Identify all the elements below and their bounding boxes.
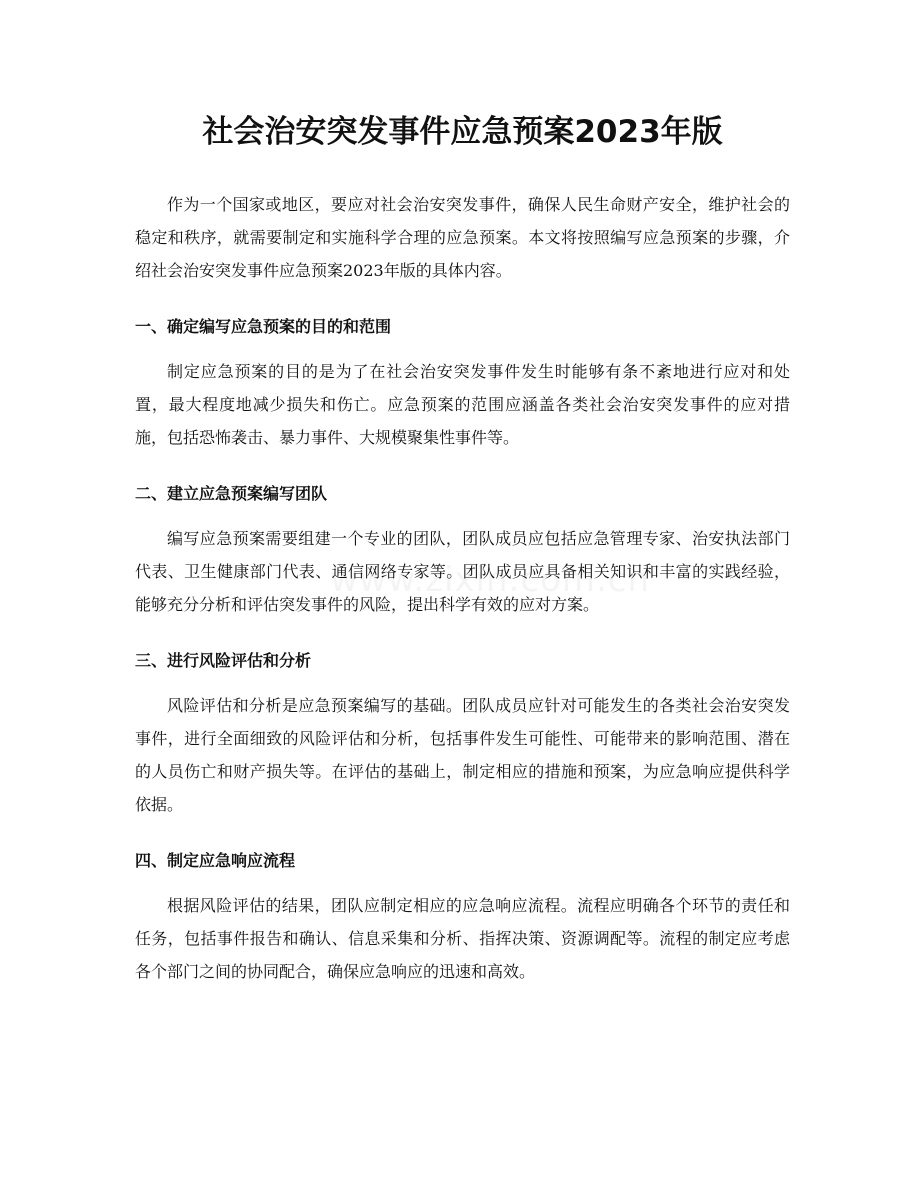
section-heading: 三、进行风险评估和分析 bbox=[135, 651, 312, 670]
section-body: 编写应急预案需要组建一个专业的团队，团队成员应包括应急管理专家、治安执法部门代表、卫生健康部门代表、通信网络专家等。团队成员应具备相关知识和丰富的实践经验，能够充分分析和评估突发事件的风险，提出科学有效的应对方案。 bbox=[135, 529, 790, 614]
section-body: 根据风险评估的结果，团队应制定相应的应急响应流程。流程应明确各个环节的责任和任务，包括事件报告和确认、信息采集和分析、指挥决策、资源调配等。流程的制定应考虑各个部门之间的协同配合，确保应急响应的迅速和高效。 bbox=[135, 896, 790, 981]
section-body: 风险评估和分析是应急预案编写的基础。团队成员应针对可能发生的各类社会治安突发事件，进行全面细致的风险评估和分析，包括事件发生可能性、可能带来的影响范围、潜在的人员伤亡和财产损失等。在评估的基础上，制定相应的措施和预案，为应急响应提供科学依据。 bbox=[135, 696, 790, 814]
section-heading: 一、确定编写应急预案的目的和范围 bbox=[135, 317, 392, 336]
document-title: 社会治安突发事件应急预案2023年版 bbox=[202, 114, 723, 150]
section-1 bbox=[135, 315, 790, 454]
section-4 bbox=[135, 849, 790, 988]
section-heading: 四、制定应急响应流程 bbox=[135, 851, 296, 870]
section-2 bbox=[135, 482, 790, 621]
section-body: 制定应急预案的目的是为了在社会治安突发事件发生时能够有条不紊地进行应对和处置，最大程度地减少损失和伤亡。应急预案的范围应涵盖各类社会治安突发事件的应对措施，包括恐怖袭击、暴力事件、大规模聚集性事件等。 bbox=[135, 362, 790, 447]
intro-paragraph: 作为一个国家或地区，要应对社会治安突发事件，确保人民生命财产安全，维护社会的稳定和秩序，就需要制定和实施科学合理的应急预案。本文将按照编写应急预案的步骤，介绍社会治安突发事件应急预案2023年版的具体内容。 bbox=[135, 195, 790, 280]
section-3 bbox=[135, 649, 790, 821]
section-heading: 二、建立应急预案编写团队 bbox=[135, 484, 328, 503]
